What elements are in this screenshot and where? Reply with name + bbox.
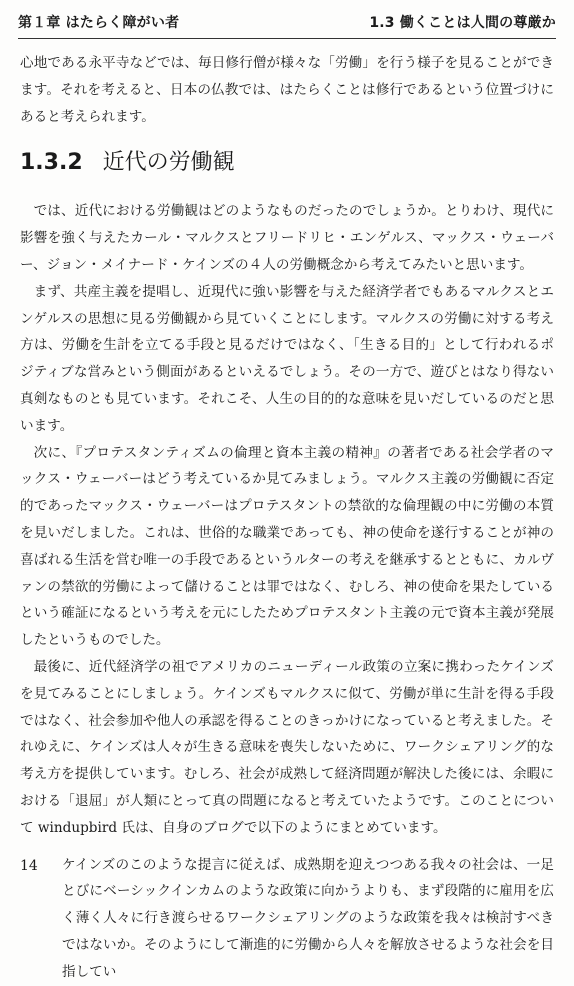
chapter-heading: 第１章 はたらく障がい者 xyxy=(18,15,180,31)
section-title-text: 近代の労働観 xyxy=(102,150,235,176)
paragraph-continued: 心地である永平寺などでは、毎日修行僧が様々な「労働」を行う様子を見ることができます。それを考えると、日本の仏教では、はたらくことは修行であるという位置づけにあると考えられます。 xyxy=(20,55,554,125)
page-number: 14 xyxy=(20,858,38,874)
paragraph: まず、共産主義を提唱し、近現代に強い影響を与えた経済学者でもあるマルクスとエンゲルスの思想に見る労働観から見ていくことにします。マルクスの労働に対する考え方は、労働を生計を立てる手段と見るだけではなく、「生きる目的」として行われるポジティブな営みという側面があるといえるでしょう。その一方で、遊びとはなり得ない真剣なものとも見ています。それこそ、人生の目的的な意味を見いだしているのだと思います。 xyxy=(20,283,554,434)
paragraph: では、近代における労働観はどのようなものだったのでしょうか。とりわけ、現代に影響を強く与えたカール・マルクスとフリードリヒ・エンゲルス、マックス・ウェーバー、ジョン・メイナード・ケインズの４人の労働概念から考えてみたいと思います。 xyxy=(20,203,554,273)
section-title xyxy=(20,148,554,178)
paragraph: 最後に、近代経済学の祖でアメリカのニューディール政策の立案に携わったケインズを見てみることにしましょう。ケインズもマルクスに似て、労働が単に生計を得る手段ではなく、社会参加や他人の承認を得ることのきっかけになっていると考えました。それゆえに、ケインズは人々が生きる意味を喪失しないために、ワークシェアリング的な考え方を提供しています。むしろ、社会が成熟して経済問題が解決した後には、余暇における「退屈」が人類にとって真の問題になると考えていたようです。このことについて windupbird 氏は、自身のブログで以下のようにまとめています。 xyxy=(20,658,554,836)
block-quote: ケインズのこのような提言に従えば、成熟期を迎えつつある我々の社会は、一足とびにベーシックインカムのような政策に向かうよりも、まず段階的に雇用を広く薄く人々に行き渡らせるワークシェアリングのような政策を我々は検討すべきではないか。そのようにして漸進的に労働から人々を解放させるような社会を目指してい xyxy=(62,856,554,980)
section-number: 1.3.2 xyxy=(20,150,83,176)
page-body xyxy=(20,50,554,986)
paragraph: 次に、『プロテスタンティズムの倫理と資本主義の精神』の著者である社会学者のマックス・ウェーバーはどう考えているか見てみましょう。マルクス主義の労働観に否定的であったマックス・ウェーバーはプロテスタントの禁欲的な倫理観の中に労働の本質を見いだしました。これは、世俗的な職業であっても、神の使命を遂行することが神の喜ばれる生活を営む唯一の手段であるというルターの考えを継承するとともに、カルヴァンの禁欲的労働によって儲けることは罪ではなく、むしろ、神の使命を果たしているという確証になるという考えを元にしたためプロテスタント主義の元で資本主義が発展したというものでした。 xyxy=(20,444,554,649)
section-heading: 1.3 働くことは人間の尊厳か xyxy=(369,15,556,31)
running-header xyxy=(18,12,556,39)
